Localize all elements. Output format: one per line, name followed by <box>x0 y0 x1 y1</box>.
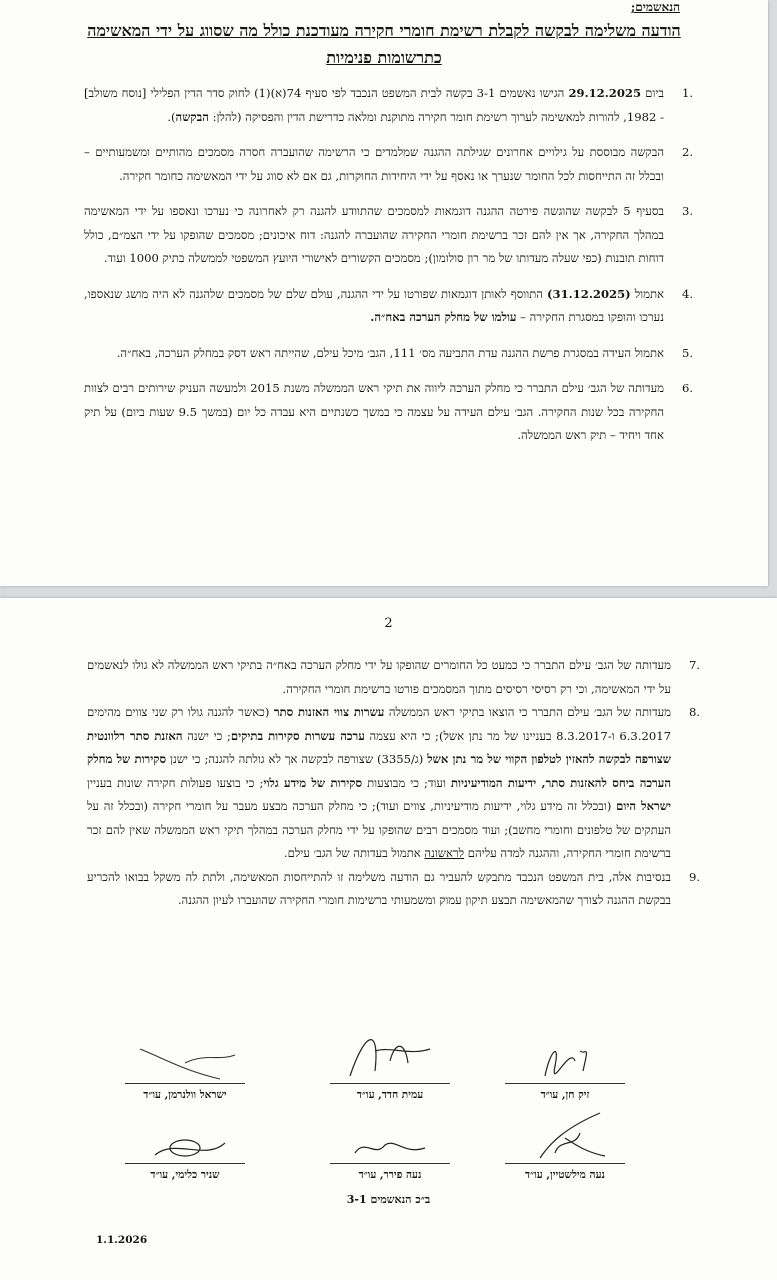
paragraph-text: ישראל היום <box>616 799 671 813</box>
signature-scribble-3 <box>125 1041 245 1081</box>
paragraph-text: ערכה עשרות סקירות בתיקים <box>230 728 365 743</box>
paragraph-text: עולמו של מחלק הערכה באח״ה. <box>370 310 517 324</box>
paragraph-text: 29.12.2025 <box>568 86 642 100</box>
document-title: הודעה משלימה לבקשה לקבלת רשימת חומרי חקירה מעודכנת כולל מה שסווג על ידי המאשימה כתרשומות פנימיות <box>87 21 681 67</box>
paragraph-number: 1. <box>682 86 694 100</box>
signature-scribble-5 <box>330 1133 450 1163</box>
paragraph-number: 4. <box>682 286 694 301</box>
numbered-paragraph <box>84 200 694 271</box>
paragraph-text: התווסף לאותן דוגמאות שפורטו על ידי ההגנה, עולם שלם של מסמכים שלהגנה לא היה מושג שנאספו, נערכו והופקו במסגרת החקירה – <box>84 286 664 324</box>
paragraph-text: (ובכלל זה מידע גלוי, ידיעות מודיעיניות, צווים ועוד); כי מחלק הערכה מבצע מעבר על חומרי חקירה (ובכלל זה על העתקים של טלפונים וחומרי מחשב); ועוד מסמכים רבים שהופקו על ידי מחלק הערכה במהלך תיקי ראש הממשלה שאין להם זכר ברשימת חומרי החקירה, וההגנה למדה עליהם <box>87 799 671 860</box>
paragraph-number: 7. <box>689 658 701 672</box>
signature-scribble-4 <box>505 1108 625 1163</box>
paragraph-text: סקירות של מידע גלוי <box>263 775 363 790</box>
paragraph-text: (ג/3355) שצורפה לבקשה אך לא גולתה להגנה; כי ישנן <box>166 752 428 766</box>
numbered-paragraph <box>87 654 701 701</box>
page2-numbered-list <box>87 654 701 913</box>
signature-block-5 <box>330 1163 450 1181</box>
signatory-name: נעה מילשטיין, עו״ד <box>525 1169 605 1181</box>
paragraph-number: 3. <box>682 204 694 218</box>
page1-numbered-list <box>84 82 694 460</box>
paragraph-text: סקירות של מחלק הערכה ביחס להאזנות סתר, ידיעות המודיעיניות <box>87 752 671 790</box>
paragraph-text: ועוד; כי מבוצעות <box>362 775 451 790</box>
paragraph-number: 6. <box>682 381 694 395</box>
numbered-paragraph <box>84 342 694 366</box>
paragraph-text: לראשונה <box>424 846 465 860</box>
numbered-paragraph <box>84 377 694 448</box>
numbered-paragraph <box>84 283 694 330</box>
paragraph-text: הבקשה מבוססת על גילויים אחרונים שגילתה ההגנה שמלמדים כי הרשימה שהועברה חסרה מסמכים מהותיים ומשמעותיים – ובכלל זה התייחסות לכל החומר שנערך או נאסף על ידי היחידות החוקרות, גם אם לא סווג על ידי המאשימה כחומר חקירה. <box>84 145 664 183</box>
defense-counsel-label: ב״כ הנאשמים 3-1 <box>346 1193 431 1206</box>
paragraph-text: ביום <box>641 86 664 100</box>
paragraph-text: בנסיבות אלה, בית המשפט הנכבד מתבקש להעביר גם הודעה משלימה זו להתייחסות המאשימה, ולתת לה משקל בבואו להכריע בבקשת ההגנה לצורך שהמאשימה תבצע תיקון עמוק ומשמעותי ברשימות חומרי החקירה שהועברו לעיון ההגנה. <box>87 869 671 907</box>
signatory-name: זיק חן, עו״ד <box>540 1089 590 1101</box>
paragraph-text: (31.12.2025) <box>547 286 631 301</box>
paragraph-text: הגישו נאשמים 3-1 בקשה לבית המשפט הנכבד לפי סעיף 74(א)(1) לחוק סדר הדין הפלילי [נוסח משולב] - 1982, להורות למאשימה לערוך רשימת חומר חקירה מתוקנת ומלאה כדרישת הדין והפסיקה (להלן: <box>84 86 664 124</box>
numbered-paragraph <box>84 82 694 129</box>
paragraph-number: 8. <box>689 705 701 719</box>
signature-scribble-6 <box>125 1133 245 1163</box>
paragraph-text: הבקשה <box>175 109 209 124</box>
paragraph-text: עשרות צווי האזנות סתר <box>273 705 385 719</box>
paragraph-text: מעדותה של הגב׳ עילם התברר כי מחלק הערכה ליווה את תיקי ראש הממשלה משנת 2015 ולמעשה העניק שירותים רבים לצוות החקירה בכל שנות החקירה. הגב׳ עילם העידה על עצמה כי במשך כשנתיים היא עבדה כל יום (במשך 9.5 שעות ביום) על תיק אחד ויחיד – תיק ראש הממשלה. <box>84 381 665 442</box>
document-page-1 <box>0 0 768 586</box>
paragraph-text: האזנת סתר רלוונטית שצורפה לבקשה להאזין לטלפון הקווי של מר נתן אשל <box>87 728 672 766</box>
paragraph-text: ; כי ישנה <box>182 728 231 743</box>
paragraph-number: 9. <box>689 869 701 884</box>
paragraph-text: אתמול <box>630 286 664 301</box>
numbered-paragraph <box>84 141 694 188</box>
signatory-name: ישראל וולנרמן, עו״ד <box>143 1089 227 1101</box>
paragraph-number: 2. <box>682 145 694 159</box>
signature-block-3 <box>125 1083 245 1101</box>
signatory-name: עמית חדד, עו״ד <box>356 1089 424 1101</box>
signature-block-1 <box>505 1083 625 1101</box>
header-defendants: הנאשמים; <box>630 0 680 14</box>
paragraph-text: אתמול בעדותה של הגב׳ עילם. <box>283 846 425 860</box>
paragraph-text: בסעיף 5 לבקשה שהוגשה פירטה ההגנה דוגמאות למסמכים שהתוודע להגנה רק לאחרונה כי נערכו ונאספו על ידי המאשימה במהלך החקירה, אך אין להם זכר ברשימת חומרי החקירה שהועברה להגנה: דוח איכונים; מסמכים שהופקו על ידי הצמ״ם, כולל דוחות תובנות (כפי שעלה מעדותו של מר רון סולומון); מסמכים הקשורים לאישורי היועץ המשפטי לממשלה בתיק 1000 ועוד. <box>84 204 665 265</box>
paragraph-text: מעדותה של הגב׳ עילם התברר כי הוצאו בתיקי ראש הממשלה <box>384 705 672 719</box>
paragraph-text: ; כי בוצעו פעולות חקירה שונות בעניין <box>87 775 264 790</box>
paragraph-text: מעדותה של הגב׳ עילם התברר כי כמעט כל החומרים שהופקו על ידי מחלק הערכה באח״ה בתיקי ראש הממשלה לא גולו לנאשמים על ידי המאשימה, וכי רק רסיסי רסיסים מתוך המסמכים פורטו ברשימת חומרי החקירה. <box>87 658 671 696</box>
paragraph-text: ). <box>167 109 176 124</box>
signatory-name: שניר כלימי, עו״ד <box>150 1169 220 1181</box>
signature-block-6 <box>125 1163 245 1181</box>
paragraph-text: אתמול העידה במסגרת פרשת ההגנה עדת התביעה מס׳ 111, הגב׳ מיכל עילם, שהייתה ראש דסק במחלק הערכה, באח״ה. <box>116 345 664 360</box>
signature-block-4 <box>505 1163 625 1181</box>
signature-block-2 <box>330 1083 450 1101</box>
paragraph-text: (כאשר להגנה גולו רק שני צווים מהימים 6.3.2017 ו-8.3.2017 בעניינו של מר נתן אשל); כי היא עצמה <box>87 705 672 743</box>
page-number: 2 <box>384 616 393 631</box>
signature-scribble-1 <box>505 1031 625 1083</box>
numbered-paragraph <box>87 866 701 913</box>
numbered-paragraph <box>87 701 701 866</box>
paragraph-number: 5. <box>682 345 694 360</box>
signature-scribble-2 <box>330 1021 450 1081</box>
signatory-name: נעה פירר, עו״ד <box>358 1169 422 1181</box>
document-date: 1.1.2026 <box>96 1234 148 1246</box>
